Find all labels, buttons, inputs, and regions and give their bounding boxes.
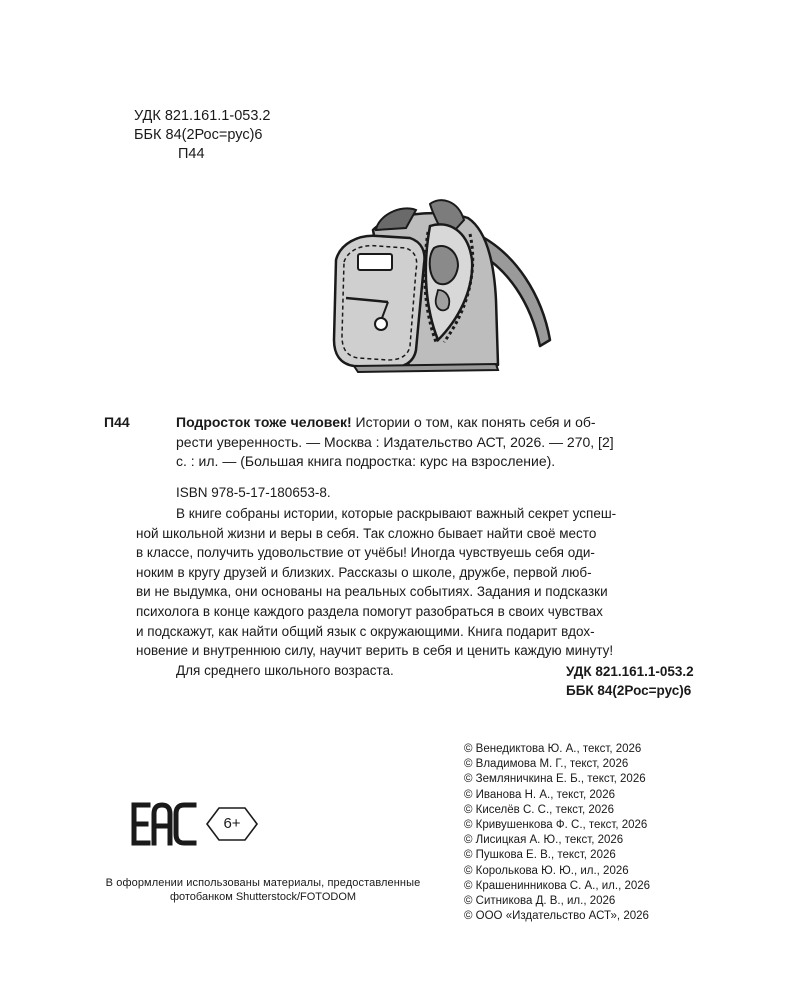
photo-credit bbox=[88, 877, 438, 904]
copyright-line: © Ситникова Д. В., ил., 2026 bbox=[464, 895, 616, 908]
age-rating-text: 6+ bbox=[223, 815, 241, 832]
annotation-line: ви не выдумка, они основаны на реальных событиях. Задания и подсказки bbox=[136, 584, 608, 600]
udk-code: УДК 821.161.1-053.2 bbox=[134, 108, 271, 124]
copyright-line: © Владимова М. Г., текст, 2026 bbox=[464, 758, 629, 771]
copyright-line: © ООО «Издательство АСТ», 2026 bbox=[464, 910, 649, 923]
backpack-illustration-icon bbox=[318, 190, 558, 400]
annotation-line: в классе, получить удовольствие от учёбы! Иногда чувствуешь себя оди- bbox=[136, 545, 595, 561]
annotation-line: и подскажут, как найти общий язык с окружающими. Книга подарит вдох- bbox=[136, 623, 595, 639]
annotation bbox=[136, 504, 714, 680]
bbk-code: ББК 84(2Рос=рус)6 bbox=[134, 127, 263, 143]
copyright-line: © Лисицкая А. Ю., текст, 2026 bbox=[464, 834, 624, 847]
author-sign: П44 bbox=[178, 146, 205, 162]
copyright-line: © Киселёв С. С., текст, 2026 bbox=[464, 803, 614, 816]
book-title: Подросток тоже человек! bbox=[176, 414, 352, 430]
catalog-author-sign: П44 bbox=[104, 414, 130, 430]
isbn: ISBN 978-5-17-180653-8. bbox=[176, 485, 331, 500]
catalog-line-3: с. : ил. — (Большая книга подростка: курс на взросление). bbox=[176, 453, 556, 469]
annotation-line: новение и внутреннюю силу, научит верить в себя и ценить каждую минуту! bbox=[136, 643, 614, 659]
annotation-line: ноким в кругу друзей и близких. Рассказы о школе, дружбе, первой люб- bbox=[136, 564, 592, 580]
copyright-line: © Крашенинникова С. А., ил., 2026 bbox=[464, 879, 651, 892]
copyright-list bbox=[464, 742, 650, 924]
copyright-line: © Кривушенкова Ф. С., текст, 2026 bbox=[464, 819, 648, 832]
catalog-description bbox=[176, 413, 716, 472]
annotation-line: В книге собраны истории, которые раскрывают важный секрет успеш- bbox=[176, 506, 617, 521]
classification-codes-right bbox=[566, 662, 694, 700]
age-rating-badge bbox=[205, 806, 259, 842]
credit-line-1: В оформлении использованы материалы, предоставленные bbox=[105, 877, 421, 889]
catalog-line-2: рести уверенность. — Москва : Издательство АСТ, 2026. — 270, [2] bbox=[176, 433, 614, 450]
catalog-line-1: Подросток тоже человек! Истории о том, как понять себя и об- bbox=[176, 414, 596, 430]
bbk-code-right: ББК 84(2Рос=рус)6 bbox=[566, 683, 692, 698]
copyright-line: © Иванова Н. А., текст, 2026 bbox=[464, 788, 615, 801]
audience-note: Для среднего школьного возраста. bbox=[176, 662, 394, 678]
credit-line-2: фотобанком Shutterstock/FOTODOM bbox=[169, 890, 357, 903]
copyright-line: © Земляничкина Е. Б., текст, 2026 bbox=[464, 773, 646, 786]
annotation-line: ной школьной жизни и веры в себя. Так сложно бывает найти своё место bbox=[136, 525, 597, 541]
copyright-line: © Венедиктова Ю. А., текст, 2026 bbox=[464, 743, 642, 755]
copyright-line: © Пушкова Е. В., текст, 2026 bbox=[464, 849, 616, 862]
eac-mark-icon bbox=[130, 802, 200, 846]
udk-code-right: УДК 821.161.1-053.2 bbox=[566, 664, 694, 679]
classification-codes-top bbox=[134, 107, 270, 164]
copyright-line: © Королькова Ю. Ю., ил., 2026 bbox=[464, 864, 629, 877]
annotation-line: психолога в конце каждого раздела помогут разобраться в своих чувствах bbox=[136, 603, 603, 619]
